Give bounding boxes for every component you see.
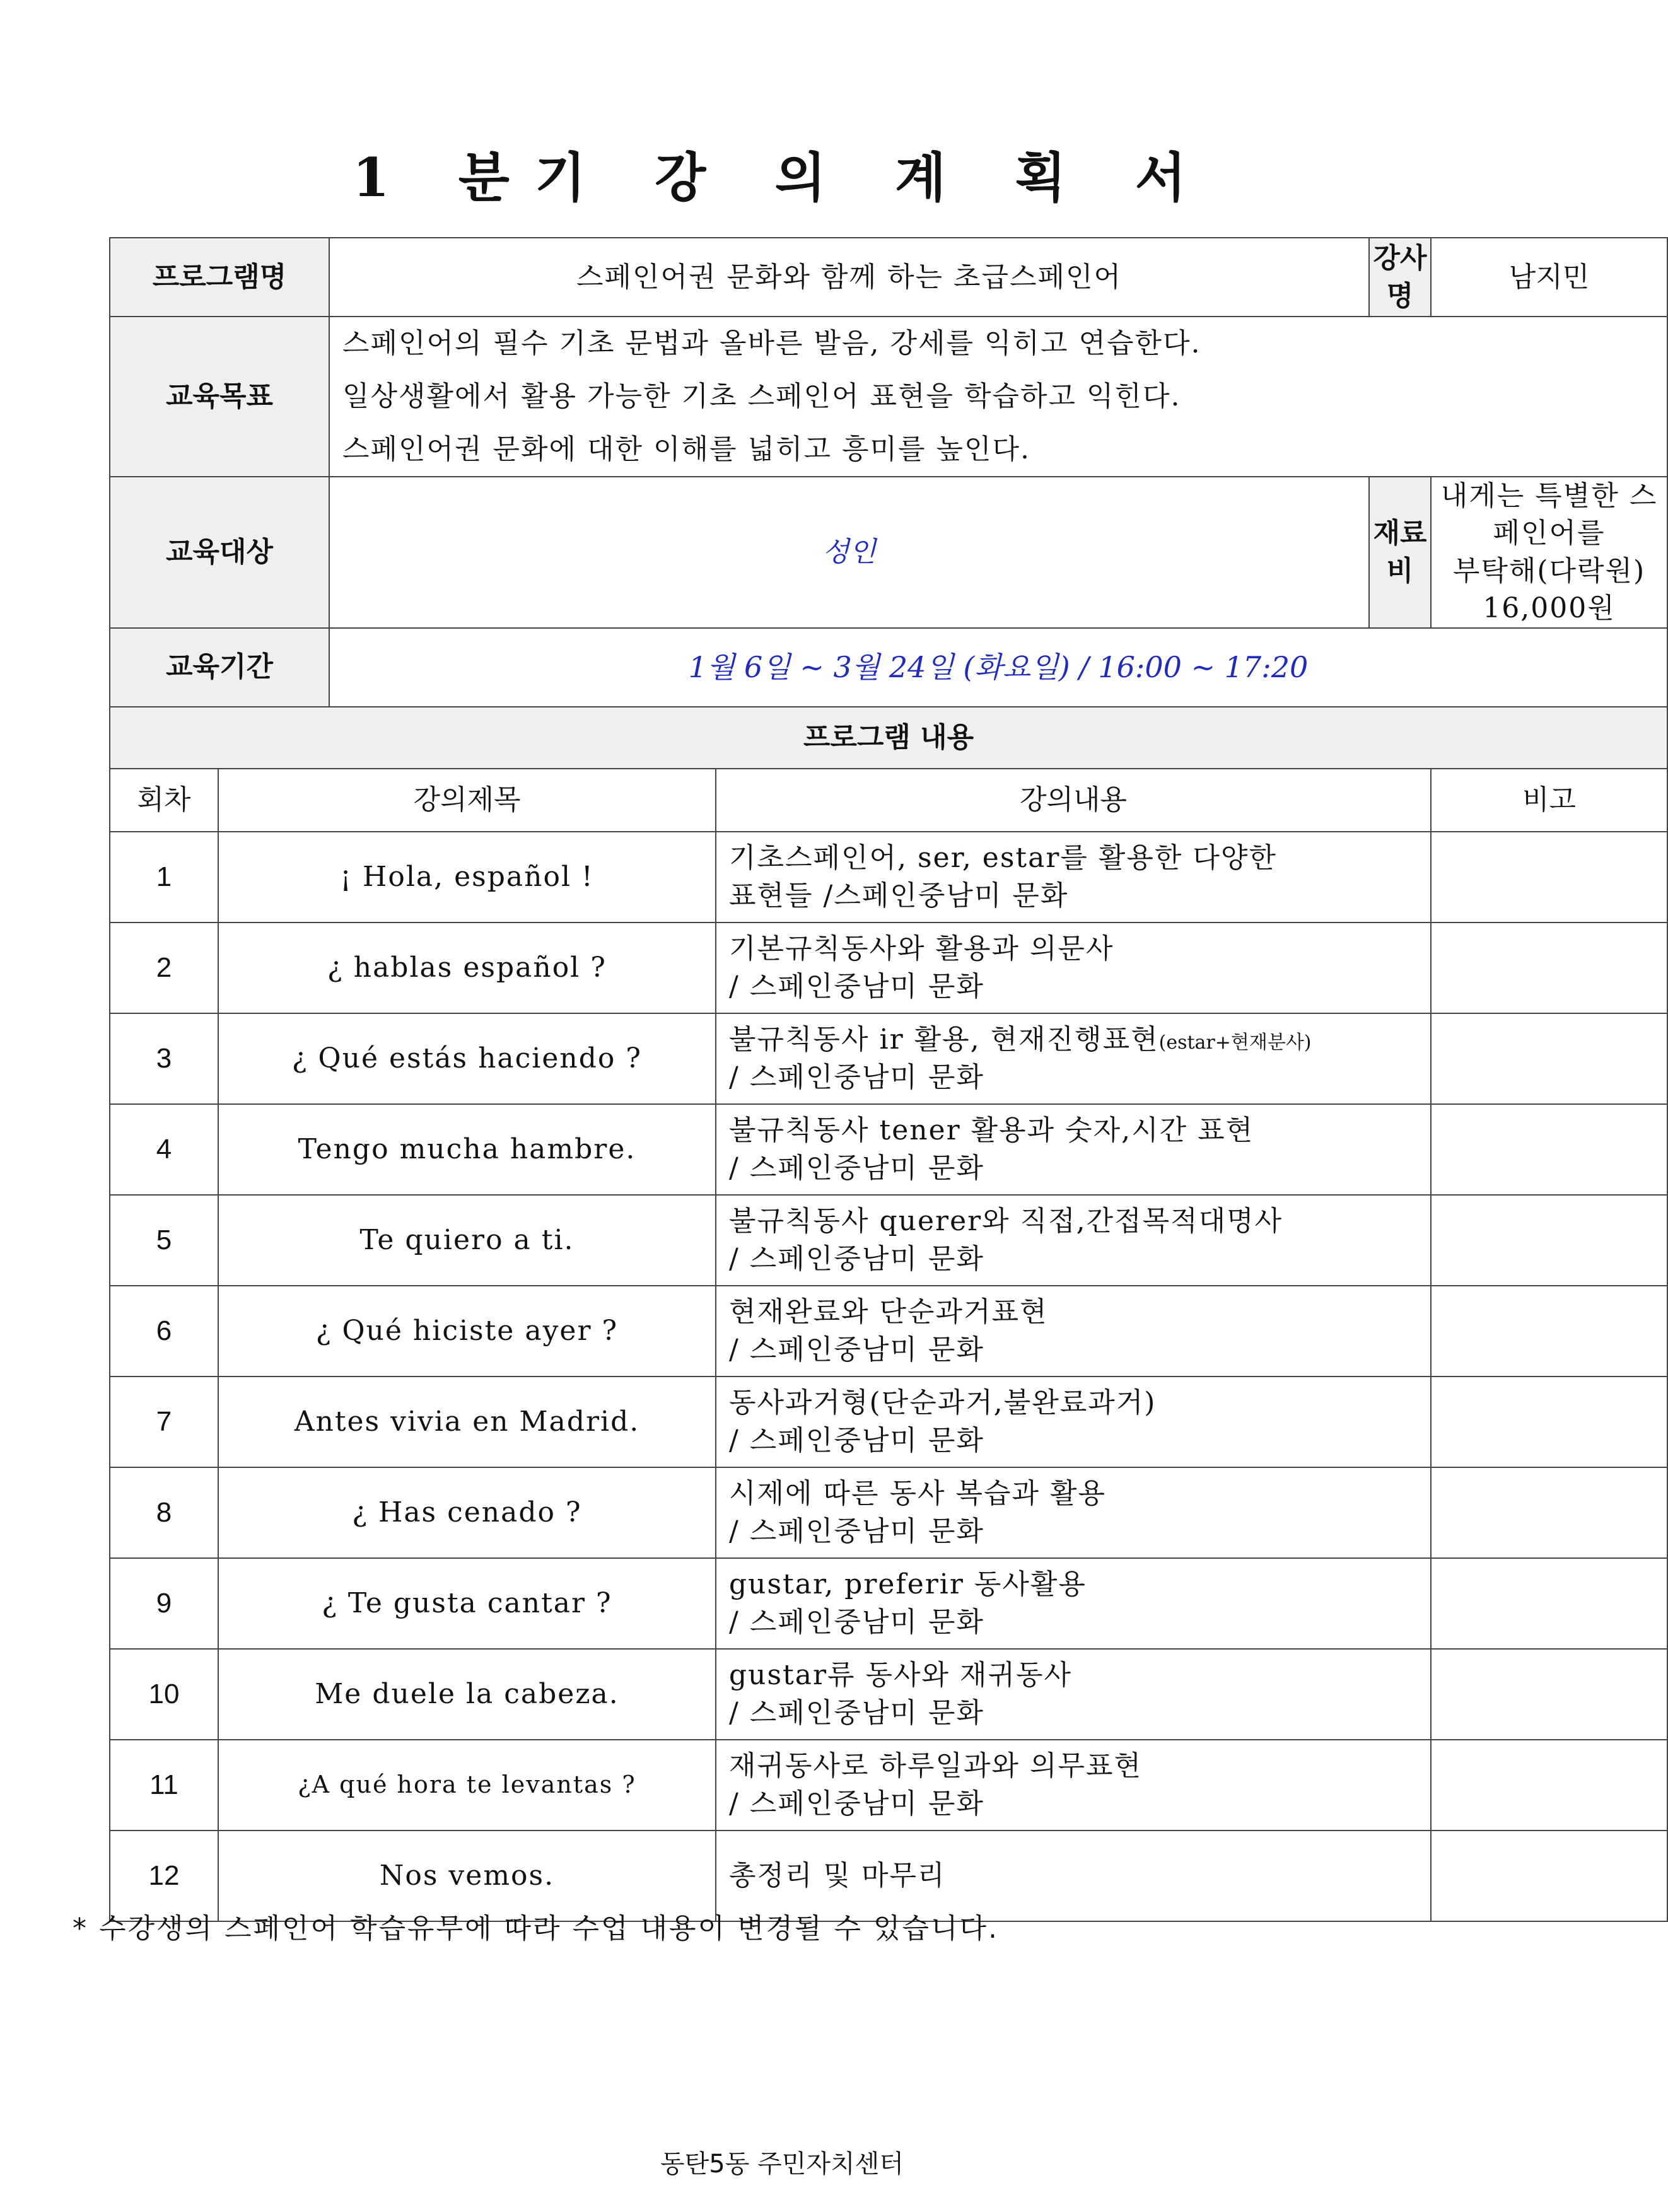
fee-line: 내게는 특별한 스페인어를	[1440, 480, 1658, 550]
content-line-text: 불규칙동사 querer와 직접,간접목적대명사	[729, 1205, 1283, 1238]
session-content	[716, 1013, 1431, 1104]
content-line	[729, 1656, 1418, 1694]
session-content	[716, 1377, 1431, 1467]
session-note	[1431, 1013, 1667, 1104]
session-content	[716, 1467, 1431, 1558]
content-line: / 스페인중남미 문화	[729, 970, 984, 1003]
fee-value	[1431, 477, 1667, 628]
period-label: 교육기간	[110, 628, 329, 707]
session-row	[110, 923, 1667, 1013]
goal-item: 스페인어권 문화에 대한 이해를 넓히고 흥미를 높인다.	[342, 433, 1030, 465]
content-line: / 스페인중남미 문화	[729, 1696, 984, 1729]
goal-item: 일상생활에서 활용 가능한 기초 스페인어 표현을 학습하고 익힌다.	[342, 380, 1181, 412]
content-line	[729, 1384, 1418, 1421]
lecture-plan-table	[109, 237, 1668, 1922]
col-header-content: 강의내용	[716, 769, 1431, 832]
session-content	[716, 1558, 1431, 1649]
target-row	[110, 477, 1667, 628]
content-line: / 스페인중남미 문화	[729, 1424, 984, 1457]
session-content	[716, 1195, 1431, 1286]
session-row	[110, 1104, 1667, 1195]
session-content	[716, 1286, 1431, 1377]
fee-label: 재료비	[1369, 477, 1431, 628]
instructor-label: 강사명	[1369, 238, 1431, 317]
col-header-title: 강의제목	[218, 769, 716, 832]
session-title: ¿ Te gusta cantar ?	[218, 1558, 716, 1649]
session-content	[716, 832, 1431, 923]
content-line	[729, 1566, 1418, 1603]
content-line-text: 기본규칙동사와 활용과 의문사	[729, 933, 1114, 965]
content-line	[729, 1021, 1418, 1058]
content-line-note: (estar+현재분사)	[1158, 1032, 1312, 1054]
program-row	[110, 238, 1667, 317]
column-header-row	[110, 769, 1667, 832]
session-title: Te quiero a ti.	[218, 1195, 716, 1286]
session-note	[1431, 1377, 1667, 1467]
program-value: 스페인어권 문화와 함께 하는 초급스페인어	[329, 238, 1369, 317]
session-title: Nos vemos.	[218, 1831, 716, 1921]
session-number: 12	[110, 1831, 218, 1921]
session-number: 7	[110, 1377, 218, 1467]
content-line	[729, 1202, 1418, 1240]
session-note	[1431, 1286, 1667, 1377]
footer-organization: 동탄5동 주민자치센터	[660, 2150, 904, 2179]
content-line: / 스페인중남미 문화	[729, 1242, 984, 1275]
session-number: 2	[110, 923, 218, 1013]
session-title: ¿ Has cenado ?	[218, 1467, 716, 1558]
session-content	[716, 1649, 1431, 1740]
session-number: 3	[110, 1013, 218, 1104]
session-note	[1431, 923, 1667, 1013]
content-line-text: 기초스페인어, ser, estar를 활용한 다양한	[729, 842, 1277, 875]
content-line-text: 총정리 및 마무리	[729, 1859, 946, 1892]
program-label: 프로그램명	[110, 238, 329, 317]
period-value: 1월 6일 ~ 3월 24일 (화요일) / 16:00 ~ 17:20	[329, 628, 1667, 707]
goal-label: 교육목표	[110, 317, 329, 477]
footnote: * 수강생의 스페인어 학습유무에 따라 수업 내용이 변경될 수 있습니다.	[73, 1912, 999, 1945]
session-title: Antes vivia en Madrid.	[218, 1377, 716, 1467]
session-row	[110, 1195, 1667, 1286]
session-row	[110, 1649, 1667, 1740]
session-row	[110, 1467, 1667, 1558]
content-line	[729, 1112, 1418, 1149]
content-line	[729, 1475, 1418, 1512]
session-note	[1431, 1649, 1667, 1740]
content-line-text: gustar, preferir 동사활용	[729, 1568, 1087, 1601]
content-line-text: 불규칙동사 ir 활용, 현재진행표현	[729, 1023, 1159, 1056]
content-line: / 스페인중남미 문화	[729, 1605, 984, 1638]
section-row	[110, 707, 1667, 769]
page-title: 1 분기 강 의 계 획 서	[353, 146, 1211, 209]
session-number: 10	[110, 1649, 218, 1740]
session-note	[1431, 832, 1667, 923]
content-line-text: 동사과거형(단순과거,불완료과거)	[729, 1387, 1157, 1419]
content-line	[729, 930, 1418, 967]
session-note	[1431, 1740, 1667, 1831]
content-line-text: 현재완료와 단순과거표현	[729, 1296, 1048, 1329]
session-number: 9	[110, 1558, 218, 1649]
content-line: / 스페인중남미 문화	[729, 1151, 984, 1184]
content-line-text: 재귀동사로 하루일과와 의무표현	[729, 1750, 1143, 1783]
goal-row	[110, 317, 1667, 477]
session-row	[110, 1740, 1667, 1831]
content-line: / 스페인중남미 문화	[729, 1515, 984, 1547]
content-line	[729, 839, 1418, 876]
session-title: ¿ Qué hiciste ayer ?	[218, 1286, 716, 1377]
session-note	[1431, 1195, 1667, 1286]
content-line	[729, 1747, 1418, 1784]
target-value: 성인	[329, 477, 1369, 628]
session-title: Me duele la cabeza.	[218, 1649, 716, 1740]
goal-list	[329, 317, 1667, 477]
content-line-text: 시제에 따른 동사 복습과 활용	[729, 1477, 1106, 1510]
session-number: 5	[110, 1195, 218, 1286]
session-title: ¡ Hola, español !	[218, 832, 716, 923]
section-title: 프로그램 내용	[110, 707, 1667, 769]
col-header-note: 비고	[1431, 769, 1667, 832]
session-title: ¿A qué hora te levantas ?	[218, 1740, 716, 1831]
target-label: 교육대상	[110, 477, 329, 628]
session-note	[1431, 1831, 1667, 1921]
content-line: 표현들 /스페인중남미 문화	[729, 879, 1069, 912]
content-line	[729, 1293, 1418, 1330]
content-line-text: gustar류 동사와 재귀동사	[729, 1659, 1073, 1692]
goal-item: 스페인어의 필수 기초 문법과 올바른 발음, 강세를 익히고 연습한다.	[342, 327, 1201, 359]
session-number: 8	[110, 1467, 218, 1558]
session-content	[716, 1104, 1431, 1195]
content-line-text: 불규칙동사 tener 활용과 숫자,시간 표현	[729, 1114, 1254, 1147]
session-number: 6	[110, 1286, 218, 1377]
session-content	[716, 1740, 1431, 1831]
instructor-value: 남지민	[1431, 238, 1667, 317]
content-line: / 스페인중남미 문화	[729, 1787, 984, 1820]
session-row	[110, 1377, 1667, 1467]
period-row	[110, 628, 1667, 707]
session-note	[1431, 1104, 1667, 1195]
session-number: 11	[110, 1740, 218, 1831]
session-number: 1	[110, 832, 218, 923]
session-note	[1431, 1558, 1667, 1649]
session-row	[110, 1013, 1667, 1104]
session-content	[716, 923, 1431, 1013]
session-number: 4	[110, 1104, 218, 1195]
session-note	[1431, 1467, 1667, 1558]
session-title: ¿ hablas español ?	[218, 923, 716, 1013]
content-line: / 스페인중남미 문화	[729, 1333, 984, 1366]
col-header-session: 회차	[110, 769, 218, 832]
fee-line: 부탁해(다락원) 16,000원	[1452, 554, 1646, 625]
session-title: Tengo mucha hambre.	[218, 1104, 716, 1195]
content-line: / 스페인중남미 문화	[729, 1061, 984, 1093]
content-line	[729, 1857, 1418, 1894]
session-row	[110, 832, 1667, 923]
session-row	[110, 1286, 1667, 1377]
session-row	[110, 1558, 1667, 1649]
session-title: ¿ Qué estás haciendo ?	[218, 1013, 716, 1104]
